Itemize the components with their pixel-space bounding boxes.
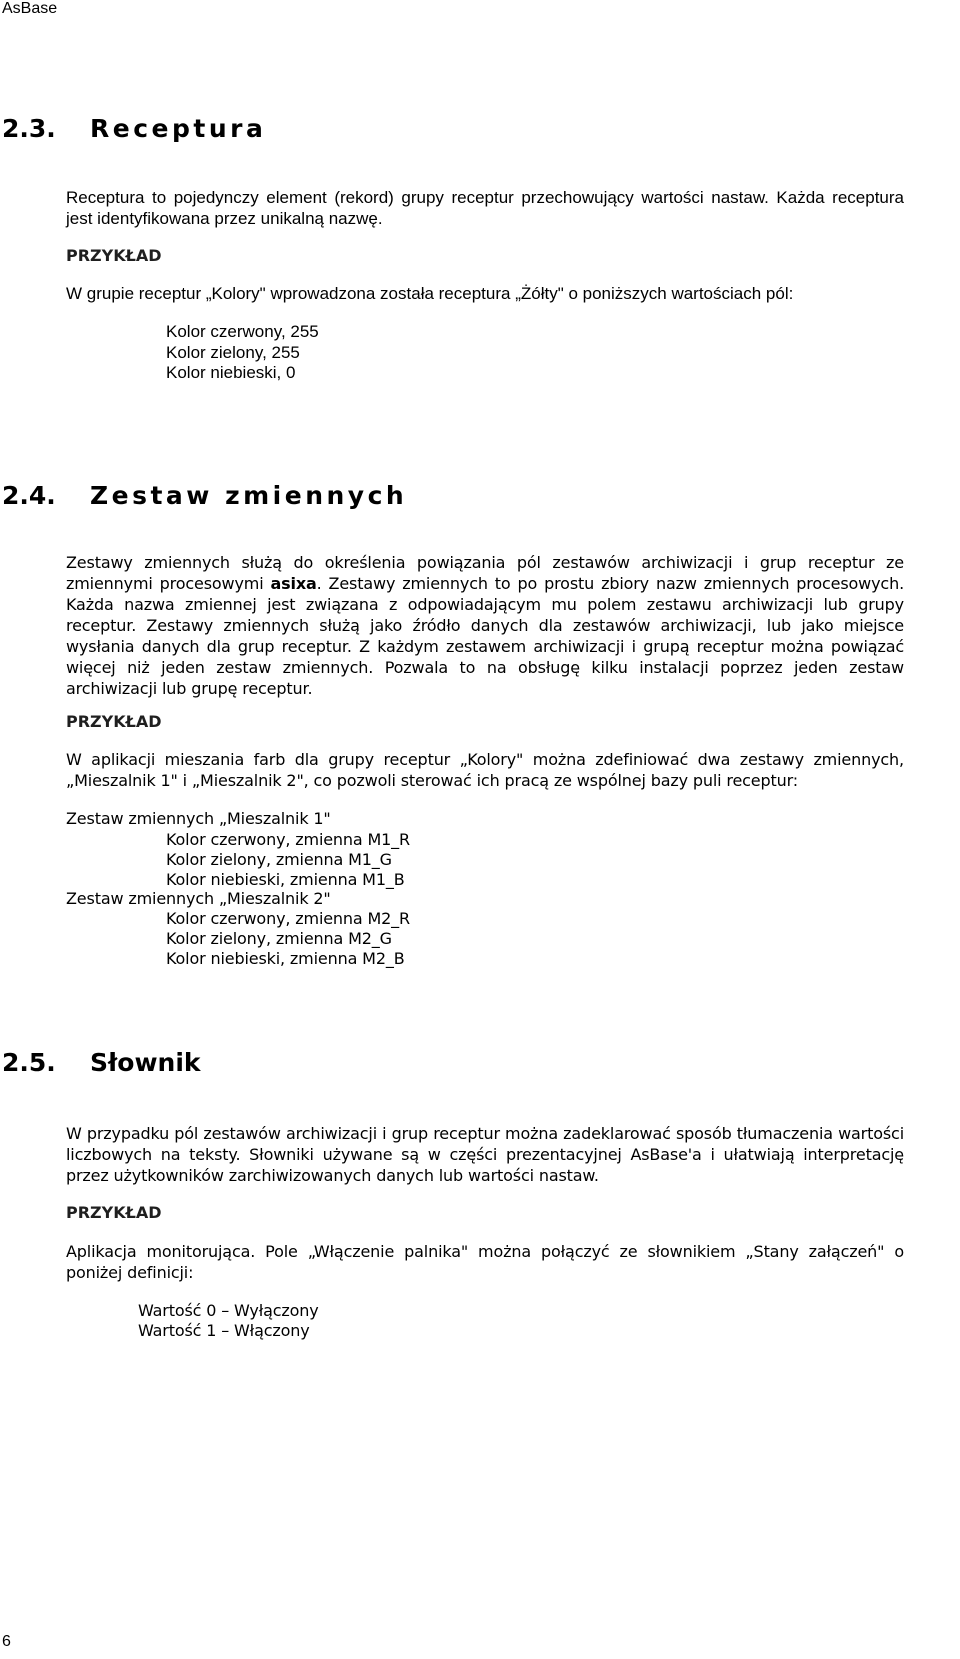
example-item: Kolor zielony, 255: [166, 343, 300, 362]
section-title: Zestaw zmiennych: [90, 481, 408, 510]
variable-set-item: Kolor czerwony, zmienna M1_R: [166, 830, 411, 849]
variable-set-title: Zestaw zmiennych „Mieszalnik 2": [66, 889, 331, 908]
paragraph-emphasis: asixa: [270, 574, 317, 593]
variable-set-item: Kolor niebieski, zmienna M1_B: [166, 870, 405, 889]
paragraph-text: . Zestawy zmiennych to po prostu zbiory nazw zmiennych procesowych. Każda nazwa zmiennej jest związana z odpowiadającym mu polem zestawu archiwizacji lub grupy receptur. Zestawy zmiennych służą jako źródło danych dla zestawów archiwizacji, lub jako miejsce wysłania danych dla grup receptur. Z każdym zestawem archiwizacji i grupą receptur można powiązać więcej niż jeden zestaw zmiennych. Pozwala to na obsługę kilku instalacji poprzez jeden zestaw archiwizacji lub grupę receptur.: [66, 574, 905, 698]
section-heading-2-3: [2, 114, 266, 144]
example-intro: W aplikacji mieszania farb dla grupy receptur „Kolory" można zdefiniować dwa zestawy zmiennych, „Mieszalnik 1" i „Mieszalnik 2", co pozwoli sterować ich pracą ze wspólnej bazy puli receptur:: [66, 750, 904, 790]
example-intro: Aplikacja monitorująca. Pole „Włączenie palnika" można połączyć ze słownikiem „Stany załączeń" o poniżej definicji:: [66, 1242, 904, 1282]
section-paragraph: Receptura to pojedynczy element (rekord) grupy receptur przechowujący wartości nastaw. Każda receptura jest identyfikowana przez unikalną nazwę.: [66, 188, 904, 228]
paragraph-text: Zestawy zmiennych służą do określenia powiązania pól zestawów archiwizacji i grup receptur ze zmiennymi procesowymi: [66, 553, 904, 593]
section-heading-2-4: [2, 481, 407, 511]
section-number: 2.5.: [2, 1048, 56, 1077]
dictionary-entry: Wartość 0 – Wyłączony: [138, 1301, 319, 1320]
section-paragraph: W przypadku pól zestawów archiwizacji i grup receptur można zadeklarować sposób tłumaczenia wartości liczbowych na teksty. Słowniki używane są w części prezentacyjnej AsBase'a i ułatwiają interpretację przez użytkowników zarchiwizowanych danych lub wartości nastaw.: [66, 1124, 904, 1185]
variable-set-item: Kolor zielony, zmienna M2_G: [166, 929, 392, 948]
variable-set-title: Zestaw zmiennych „Mieszalnik 1": [66, 809, 331, 828]
example-item: Kolor niebieski, 0: [166, 363, 296, 382]
header-brand: AsBase: [2, 0, 58, 17]
variable-set-item: Kolor czerwony, zmienna M2_R: [166, 909, 411, 928]
example-label: PRZYKŁAD: [66, 246, 162, 265]
section-number: 2.4.: [2, 481, 56, 510]
section-title: Słownik: [90, 1048, 201, 1077]
section-paragraph: [66, 552, 904, 699]
variable-set-item: Kolor zielony, zmienna M1_G: [166, 850, 392, 869]
section-title: Receptura: [90, 114, 267, 143]
variable-set-item: Kolor niebieski, zmienna M2_B: [166, 949, 405, 968]
section-heading-2-5: [2, 1048, 201, 1078]
section-number: 2.3.: [2, 114, 56, 143]
example-intro: W grupie receptur „Kolory" wprowadzona została receptura „Żółty" o poniższych wartościach pól:: [66, 284, 794, 303]
example-item: Kolor czerwony, 255: [166, 322, 319, 341]
dictionary-entry: Wartość 1 – Włączony: [138, 1321, 310, 1340]
page-number: 6: [2, 1633, 11, 1650]
example-label: PRZYKŁAD: [66, 1203, 162, 1222]
example-label: PRZYKŁAD: [66, 712, 162, 731]
